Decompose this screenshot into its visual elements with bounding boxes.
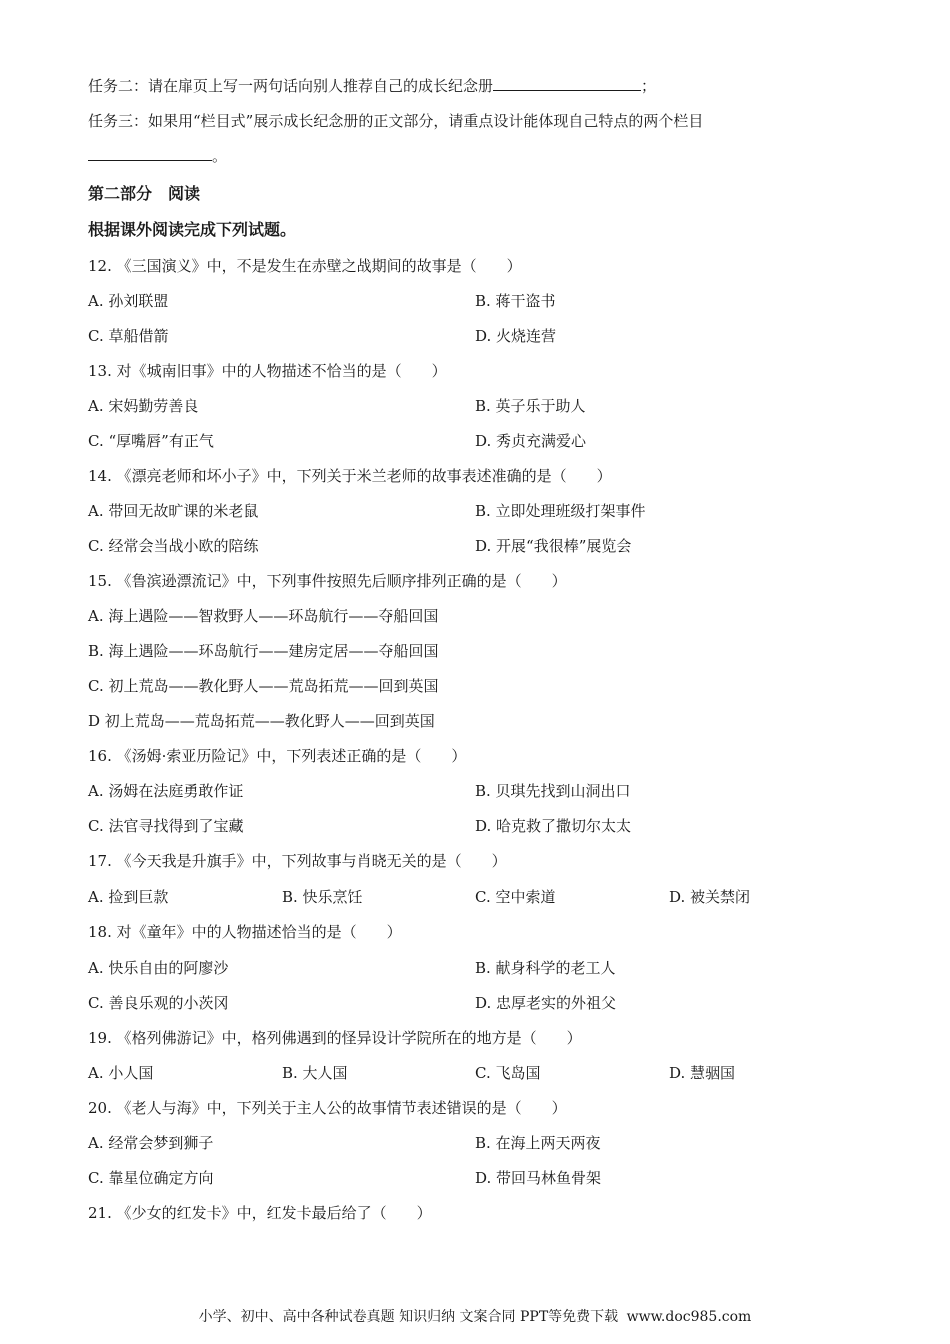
question-12-option-c[interactable]: C. 草船借箭 xyxy=(88,327,169,345)
question-14-option-c[interactable]: C. 经常会当战小欧的陪练 xyxy=(88,537,259,555)
question-15-option-c[interactable]: C. 初上荒岛——教化野人——荒岛拓荒——回到英国 xyxy=(88,677,439,695)
task3-end: 。 xyxy=(212,147,228,165)
question-15-option-b[interactable]: B. 海上遇险——环岛航行——建房定居——夺船回国 xyxy=(88,642,439,660)
question-20-option-c[interactable]: C. 靠星位确定方向 xyxy=(88,1169,214,1187)
question-18-option-c[interactable]: C. 善良乐观的小茨冈 xyxy=(88,994,229,1012)
task3-answer-line xyxy=(88,146,870,166)
question-15-stem: 15. 《鲁滨逊漂流记》中，下列事件按照先后顺序排列正确的是（ ） xyxy=(88,572,567,590)
question-17-option-b[interactable]: B. 快乐烹饪 xyxy=(282,888,363,906)
question-19-stem: 19. 《格列佛游记》中，格列佛遇到的怪异设计学院所在的地方是（ ） xyxy=(88,1029,582,1047)
question-16-stem: 16. 《汤姆·索亚历险记》中，下列表述正确的是（ ） xyxy=(88,747,467,765)
footer-promo-text: 小学、初中、高中各种试卷真题 知识归纳 文案合同 PPT等免费下载 xyxy=(198,1309,619,1325)
question-19-option-d[interactable]: D. 慧骃国 xyxy=(669,1064,736,1082)
task2-text: 任务二：请在扉页上写一两句话向别人推荐自己的成长纪念册 xyxy=(88,77,494,95)
question-20-option-d[interactable]: D. 带回马林鱼骨架 xyxy=(475,1169,602,1187)
question-12-stem: 12. 《三国演义》中，不是发生在赤壁之战期间的故事是（ ） xyxy=(88,257,522,275)
question-14-option-b[interactable]: B. 立即处理班级打架事件 xyxy=(475,502,646,520)
section-title: 第二部分 阅读 xyxy=(88,184,201,203)
question-18-stem: 18. 对《童年》中的人物描述恰当的是（ ） xyxy=(88,923,402,941)
question-14-option-d[interactable]: D. 开展“我很棒”展览会 xyxy=(475,537,632,555)
question-18-option-d[interactable]: D. 忠厚老实的外祖父 xyxy=(475,994,617,1012)
question-19-option-b[interactable]: B. 大人国 xyxy=(282,1064,348,1082)
question-17-stem: 17. 《今天我是升旗手》中，下列故事与肖晓无关的是（ ） xyxy=(88,852,507,870)
question-14-stem: 14. 《漂亮老师和坏小子》中，下列关于米兰老师的故事表述准确的是（ ） xyxy=(88,467,612,485)
question-18-option-b[interactable]: B. 献身科学的老工人 xyxy=(475,959,616,977)
question-13-option-c[interactable]: C. “厚嘴唇”有正气 xyxy=(88,432,214,450)
question-21-stem: 21. 《少女的红发卡》中，红发卡最后给了（ ） xyxy=(88,1204,432,1222)
question-13-option-a[interactable]: A. 宋妈勤劳善良 xyxy=(88,397,199,415)
question-12-option-b[interactable]: B. 蒋干盗书 xyxy=(475,292,556,310)
question-13-option-b[interactable]: B. 英子乐于助人 xyxy=(475,397,586,415)
question-20-stem: 20. 《老人与海》中，下列关于主人公的故事情节表述错误的是（ ） xyxy=(88,1099,567,1117)
task2-answer-blank[interactable] xyxy=(493,76,641,91)
question-12-option-a[interactable]: A. 孙刘联盟 xyxy=(88,292,169,310)
question-13-stem: 13. 对《城南旧事》中的人物描述不恰当的是（ ） xyxy=(88,362,447,380)
question-16-option-a[interactable]: A. 汤姆在法庭勇敢作证 xyxy=(88,782,244,800)
task2-end: ； xyxy=(641,77,657,95)
question-15-option-d[interactable]: D 初上荒岛——荒岛拓荒——教化野人——回到英国 xyxy=(88,712,435,730)
question-19-option-a[interactable]: A. 小人国 xyxy=(88,1064,154,1082)
question-16-option-c[interactable]: C. 法官寻找得到了宝藏 xyxy=(88,817,244,835)
question-16-option-d[interactable]: D. 哈克救了撒切尔太太 xyxy=(475,817,632,835)
page-footer xyxy=(0,1306,950,1326)
question-14-option-a[interactable]: A. 带回无故旷课的米老鼠 xyxy=(88,502,259,520)
question-12-option-d[interactable]: D. 火烧连营 xyxy=(475,327,557,345)
footer-website-link[interactable]: www.doc985.com xyxy=(626,1309,752,1325)
question-20-option-a[interactable]: A. 经常会梦到狮子 xyxy=(88,1134,214,1152)
question-19-option-c[interactable]: C. 飞岛国 xyxy=(475,1064,541,1082)
question-17-option-a[interactable]: A. 捡到巨款 xyxy=(88,888,169,906)
question-15-option-a[interactable]: A. 海上遇险——智救野人——环岛航行——夺船回国 xyxy=(88,607,439,625)
question-13-option-d[interactable]: D. 秀贞充满爱心 xyxy=(475,432,587,450)
question-16-option-b[interactable]: B. 贝琪先找到山洞出口 xyxy=(475,782,631,800)
task3-answer-blank[interactable] xyxy=(88,146,212,161)
question-20-option-b[interactable]: B. 在海上两天两夜 xyxy=(475,1134,601,1152)
question-17-option-c[interactable]: C. 空中索道 xyxy=(475,888,556,906)
task3-text: 任务三：如果用“栏目式”展示成长纪念册的正文部分，请重点设计能体现自己特点的两个栏目 xyxy=(88,112,704,130)
question-18-option-a[interactable]: A. 快乐自由的阿廖沙 xyxy=(88,959,229,977)
task2-line xyxy=(88,76,870,96)
question-17-option-d[interactable]: D. 被关禁闭 xyxy=(669,888,751,906)
section-instruction: 根据课外阅读完成下列试题。 xyxy=(88,220,297,239)
